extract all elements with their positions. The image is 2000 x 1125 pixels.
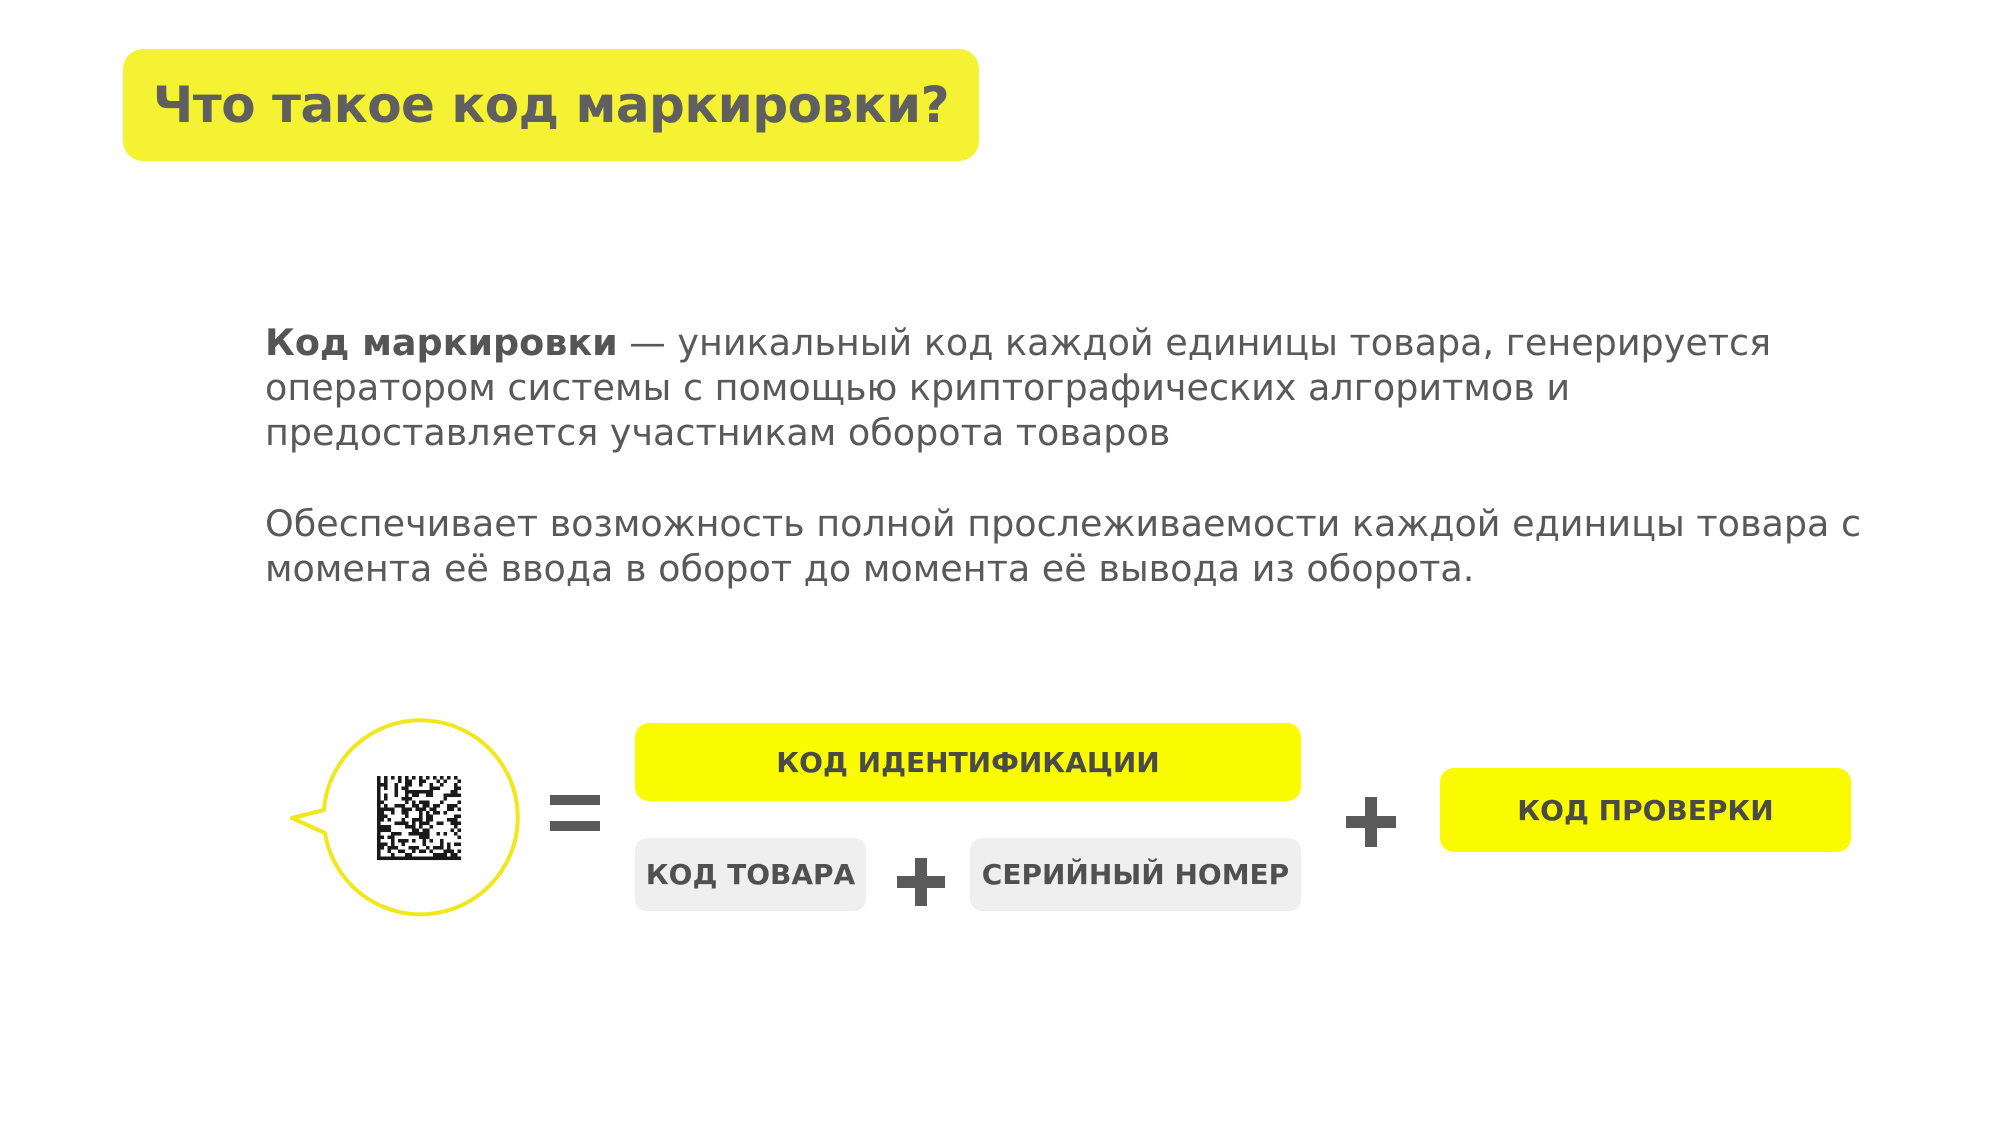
title-banner [123,49,979,161]
purpose-paragraph: Обеспечивает возможность полной прослеживаемости каждой единицы товара с момента её ввода в оборот до момента её вывода из оборота. [265,502,1862,590]
datamatrix-bubble [282,714,522,918]
serial-number-box: СЕРИЙНЫЙ НОМЕР [970,838,1301,911]
plus-icon [1346,797,1396,847]
plus-icon [897,858,945,906]
identification-code-box: КОД ИДЕНТИФИКАЦИИ [635,723,1301,801]
definition-text: — уникальный код каждой единицы товара, генерируется оператором системы с помощью криптографических алгоритмов и предоставляется участникам оборота товаров [265,321,1772,454]
equals-sign [550,795,600,831]
definition-paragraph [265,320,1865,455]
page-title: Что такое код маркировки? [152,76,950,134]
product-code-box: КОД ТОВАРА [635,838,866,911]
check-code-box: КОД ПРОВЕРКИ [1440,768,1851,852]
definition-term: Код маркировки [265,321,618,364]
datamatrix-icon [377,776,461,860]
